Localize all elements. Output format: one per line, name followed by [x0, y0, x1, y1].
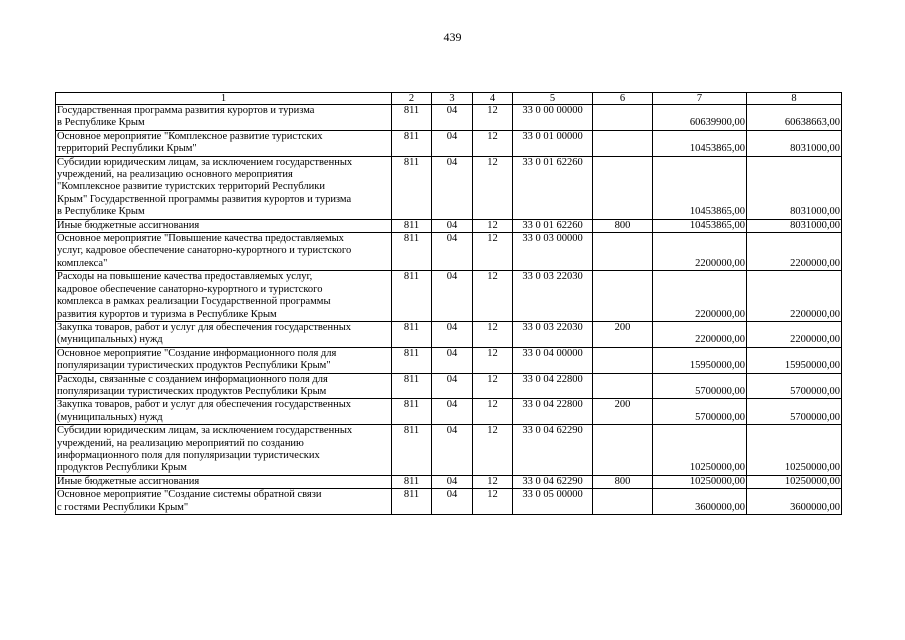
expense-type-cell — [593, 347, 653, 373]
amount-year1-cell: 2200000,00 — [653, 321, 747, 347]
item-name-cell: Закупка товаров, работ и услуг для обеспечения государственных (муниципальных) нужд — [56, 321, 392, 347]
amount-year1-cell: 5700000,00 — [653, 399, 747, 425]
ministry-code-cell: 811 — [392, 271, 432, 322]
ministry-code-cell: 811 — [392, 347, 432, 373]
expense-type-cell — [593, 425, 653, 476]
table-row — [56, 233, 842, 271]
expense-type-cell: 800 — [593, 475, 653, 488]
ministry-code-cell: 811 — [392, 156, 432, 219]
amount-year2-cell: 3600000,00 — [747, 489, 842, 515]
target-article-cell: 33 0 04 00000 — [513, 347, 593, 373]
ministry-code-cell: 811 — [392, 425, 432, 476]
column-header: 8 — [747, 93, 842, 105]
table-row — [56, 399, 842, 425]
amount-year1-cell: 10250000,00 — [653, 475, 747, 488]
expense-type-cell — [593, 105, 653, 131]
subsection-code-cell: 12 — [473, 489, 513, 515]
amount-year2-cell: 8031000,00 — [747, 219, 842, 232]
target-article-cell: 33 0 01 62260 — [513, 156, 593, 219]
target-article-cell: 33 0 04 22800 — [513, 399, 593, 425]
section-code-cell: 04 — [432, 271, 473, 322]
table-row — [56, 347, 842, 373]
column-header: 3 — [432, 93, 473, 105]
subsection-code-cell: 12 — [473, 105, 513, 131]
section-code-cell: 04 — [432, 130, 473, 156]
column-header: 5 — [513, 93, 593, 105]
target-article-cell: 33 0 04 62290 — [513, 425, 593, 476]
expense-type-cell: 200 — [593, 399, 653, 425]
amount-year2-cell: 8031000,00 — [747, 156, 842, 219]
section-code-cell: 04 — [432, 347, 473, 373]
section-code-cell: 04 — [432, 425, 473, 476]
item-name-cell: Закупка товаров, работ и услуг для обеспечения государственных (муниципальных) нужд — [56, 399, 392, 425]
amount-year1-cell: 60639900,00 — [653, 105, 747, 131]
amount-year1-cell: 10250000,00 — [653, 425, 747, 476]
item-name-cell: Государственная программа развития курортов и туризма в Республике Крым — [56, 105, 392, 131]
item-name-cell: Расходы, связанные с созданием информационного поля для популяризации туристических продуктов Республики Крым — [56, 373, 392, 399]
section-code-cell: 04 — [432, 233, 473, 271]
table-row — [56, 219, 842, 232]
amount-year2-cell: 60638663,00 — [747, 105, 842, 131]
table-row — [56, 105, 842, 131]
amount-year1-cell: 10453865,00 — [653, 219, 747, 232]
item-name-cell: Основное мероприятие "Повышение качества предоставляемых услуг, кадровое обеспечение санаторно-курортного и туристского комплекса" — [56, 233, 392, 271]
section-code-cell: 04 — [432, 156, 473, 219]
table-body — [56, 105, 842, 515]
item-name-cell: Основное мероприятие "Комплексное развитие туристских территорий Республики Крым" — [56, 130, 392, 156]
subsection-code-cell: 12 — [473, 130, 513, 156]
ministry-code-cell: 811 — [392, 489, 432, 515]
amount-year2-cell: 8031000,00 — [747, 130, 842, 156]
target-article-cell: 33 0 03 22030 — [513, 321, 593, 347]
column-header: 4 — [473, 93, 513, 105]
subsection-code-cell: 12 — [473, 399, 513, 425]
target-article-cell: 33 0 03 22030 — [513, 271, 593, 322]
target-article-cell: 33 0 04 62290 — [513, 475, 593, 488]
subsection-code-cell: 12 — [473, 233, 513, 271]
table-row — [56, 156, 842, 219]
amount-year1-cell: 5700000,00 — [653, 373, 747, 399]
subsection-code-cell: 12 — [473, 219, 513, 232]
table-row — [56, 373, 842, 399]
amount-year1-cell: 2200000,00 — [653, 271, 747, 322]
section-code-cell: 04 — [432, 219, 473, 232]
table-row — [56, 271, 842, 322]
ministry-code-cell: 811 — [392, 475, 432, 488]
section-code-cell: 04 — [432, 105, 473, 131]
amount-year1-cell: 15950000,00 — [653, 347, 747, 373]
ministry-code-cell: 811 — [392, 233, 432, 271]
subsection-code-cell: 12 — [473, 373, 513, 399]
amount-year1-cell: 10453865,00 — [653, 130, 747, 156]
ministry-code-cell: 811 — [392, 105, 432, 131]
section-code-cell: 04 — [432, 475, 473, 488]
item-name-cell: Иные бюджетные ассигнования — [56, 475, 392, 488]
section-code-cell: 04 — [432, 399, 473, 425]
target-article-cell: 33 0 03 00000 — [513, 233, 593, 271]
subsection-code-cell: 12 — [473, 321, 513, 347]
table-row — [56, 130, 842, 156]
column-header: 6 — [593, 93, 653, 105]
target-article-cell: 33 0 04 22800 — [513, 373, 593, 399]
subsection-code-cell: 12 — [473, 475, 513, 488]
expense-type-cell — [593, 373, 653, 399]
amount-year2-cell: 10250000,00 — [747, 475, 842, 488]
page-number: 439 — [443, 30, 462, 44]
item-name-cell: Расходы на повышение качества предоставляемых услуг, кадровое обеспечение санаторно-курортного и туристского комплекса в рамках реализации Государственной программы развития курортов и туризма в Республике Крым — [56, 271, 392, 322]
ministry-code-cell: 811 — [392, 321, 432, 347]
column-header: 1 — [56, 93, 392, 105]
column-header: 7 — [653, 93, 747, 105]
table-header-row — [56, 93, 842, 105]
column-header: 2 — [392, 93, 432, 105]
amount-year2-cell: 5700000,00 — [747, 373, 842, 399]
amount-year1-cell: 3600000,00 — [653, 489, 747, 515]
target-article-cell: 33 0 01 62260 — [513, 219, 593, 232]
table-row — [56, 425, 842, 476]
target-article-cell: 33 0 05 00000 — [513, 489, 593, 515]
amount-year2-cell: 15950000,00 — [747, 347, 842, 373]
amount-year2-cell: 5700000,00 — [747, 399, 842, 425]
amount-year2-cell: 2200000,00 — [747, 321, 842, 347]
target-article-cell: 33 0 01 00000 — [513, 130, 593, 156]
ministry-code-cell: 811 — [392, 373, 432, 399]
target-article-cell: 33 0 00 00000 — [513, 105, 593, 131]
ministry-code-cell: 811 — [392, 399, 432, 425]
expense-type-cell: 200 — [593, 321, 653, 347]
expense-type-cell — [593, 489, 653, 515]
table-row — [56, 321, 842, 347]
section-code-cell: 04 — [432, 321, 473, 347]
section-code-cell: 04 — [432, 373, 473, 399]
table-row — [56, 475, 842, 488]
item-name-cell: Основное мероприятие "Создание информационного поля для популяризации туристических продуктов Республики Крым" — [56, 347, 392, 373]
section-code-cell: 04 — [432, 489, 473, 515]
expense-type-cell — [593, 233, 653, 271]
item-name-cell: Иные бюджетные ассигнования — [56, 219, 392, 232]
amount-year2-cell: 10250000,00 — [747, 425, 842, 476]
expense-type-cell: 800 — [593, 219, 653, 232]
budget-table — [55, 92, 842, 515]
ministry-code-cell: 811 — [392, 219, 432, 232]
amount-year1-cell: 10453865,00 — [653, 156, 747, 219]
subsection-code-cell: 12 — [473, 156, 513, 219]
item-name-cell: Субсидии юридическим лицам, за исключением государственных учреждений, на реализацию мероприятий по созданию информационного поля для популяризации туристических продуктов Республики Крым — [56, 425, 392, 476]
subsection-code-cell: 12 — [473, 347, 513, 373]
amount-year2-cell: 2200000,00 — [747, 271, 842, 322]
expense-type-cell — [593, 156, 653, 219]
expense-type-cell — [593, 271, 653, 322]
item-name-cell: Субсидии юридическим лицам, за исключением государственных учреждений, на реализацию основного мероприятия "Комплексное развитие туристских территорий Республики Крым" Государственной программы развития курортов и туризма в Республике Крым — [56, 156, 392, 219]
subsection-code-cell: 12 — [473, 425, 513, 476]
amount-year2-cell: 2200000,00 — [747, 233, 842, 271]
amount-year1-cell: 2200000,00 — [653, 233, 747, 271]
item-name-cell: Основное мероприятие "Создание системы обратной связи с гостями Республики Крым" — [56, 489, 392, 515]
ministry-code-cell: 811 — [392, 130, 432, 156]
table-row — [56, 489, 842, 515]
expense-type-cell — [593, 130, 653, 156]
subsection-code-cell: 12 — [473, 271, 513, 322]
